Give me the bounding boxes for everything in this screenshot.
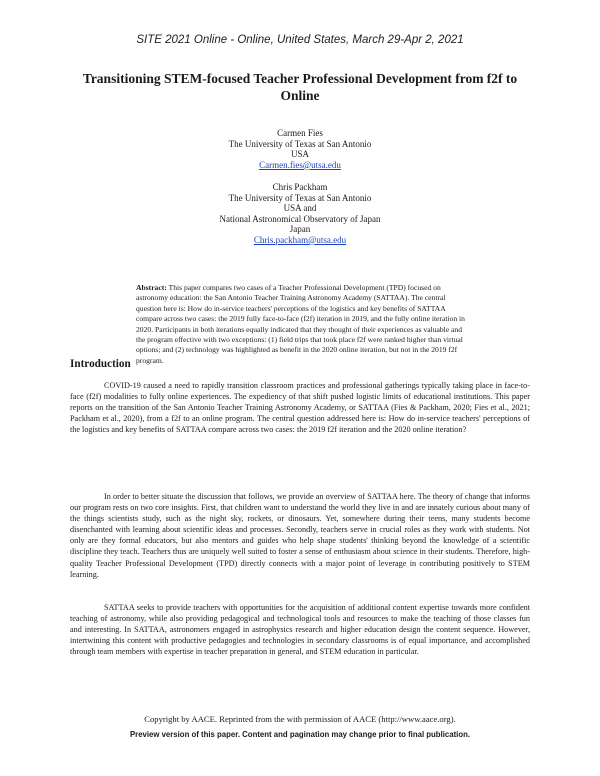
preview-notice: Preview version of this paper. Content and pagination may change prior to final publication. [129,730,471,739]
paper-title: Transitioning STEM-focused Teacher Professional Development from f2f to Online [82,71,518,103]
author-affiliation-2: National Astronomical Observatory of Japan [219,213,381,224]
conference-header: SITE 2021 Online - Online, United States, March 29-Apr 2, 2021 [136,34,464,46]
author-email-link[interactable]: Carmen.fies@utsa.edu [259,159,341,170]
author-country: USA and [283,203,317,214]
author-name: Chris Packham [272,182,328,192]
abstract-label: Abstract: [136,283,167,292]
author-block [0,128,600,170]
section-heading: Introduction [70,358,131,370]
body-paragraph: In order to better situate the discussion that follows, we provide an overview of SATTAA here. The theory of change that informs our program rests on two core insights. First, that children want to understand the world they live in and are innately curious about many of the things scientists study, such as the night sky, rockets, or dinosaurs. Yet, somewhere during their teens, many students become disenchanted with learning about scientific ideas and processes. Secondly, teachers serve in crucial roles as they work with students. Not only are they formal educators, but also mentors and guides who help shape students' thinking beyond the knowledge of a scientific discipline they teach. Teachers thus are uniquely well suited to foster a sense of enthusiasm about science in their students. Therefore, high-quality Teacher Professional Development (TPD) directly connects with a major point of leverage in contributing positively to STEM learning. [70,492,530,579]
author-affiliation: The University of Texas at San Antonio [228,192,372,203]
author-name: Carmen Fies [277,128,323,138]
author-affiliation: The University of Texas at San Antonio [228,138,372,149]
copyright-footer: Copyright by AACE. Reprinted from the with permission of AACE (http://www.aace.org). [144,714,456,724]
author-country: USA [290,149,309,160]
abstract-text: This paper compares two cases of a Teacher Professional Development (TPD) focused on astronomy education: the San Antonio Teacher Training Astronomy Academy (SATTAA). The central question here is: How do in-service teachers' perceptions of the logistics and key benefits of SATTAA compare across two cases: the 2019 fully face-to-face (f2f) iteration in 2019, and the fully online iteration in 2020. Participants in both iterations equally indicated that they thought of their experiences as valuable and the program effective with two exceptions: (1) field trips that took place f2f were ranked higher than virtual options; and (2) technology was highlighted as benefit in the 2020 online iteration, but not in the 2019 f2f program. [136,283,465,365]
body-paragraph: SATTAA seeks to provide teachers with opportunities for the acquisition of additional content expertise towards more confident teaching of astronomy, while also providing pedagogical and technological tools and resources to make the teaching of those classes fun and interesting. In SATTAA, astronomers engaged in astrophysics research and higher education design the content sequence. However, intertwining this content with productive pedagogies and technologies in secondary classrooms is of equal importance, and accomplished through team members with expertise in teacher preparation in general, and STEM education in particular. [70,603,530,657]
body-paragraph: COVID-19 caused a need to rapidly transition classroom practices and professional gatherings typically taking place in face-to-face (f2f) modalities to fully online experiences. The expediency of that shift pushed logistic limits of educational institutions. This paper reports on the transition of the San Antonio Teacher Training Astronomy Academy, or SATTAA (Fies & Packham, 2020; Fies et al., 2021; Packham et al., 2020), from a f2f to an online program. The central question addressed here is: How do in-service teachers' perceptions of the logistics and key benefits of SATTAA compare across two cases: the 2019 f2f iteration and the 2020 online iteration? [70,381,530,435]
author-block [0,182,600,246]
author-country-2: Japan [289,224,311,235]
abstract [136,283,466,366]
author-email-link[interactable]: Chris.packham@utsa.edu [253,234,347,245]
